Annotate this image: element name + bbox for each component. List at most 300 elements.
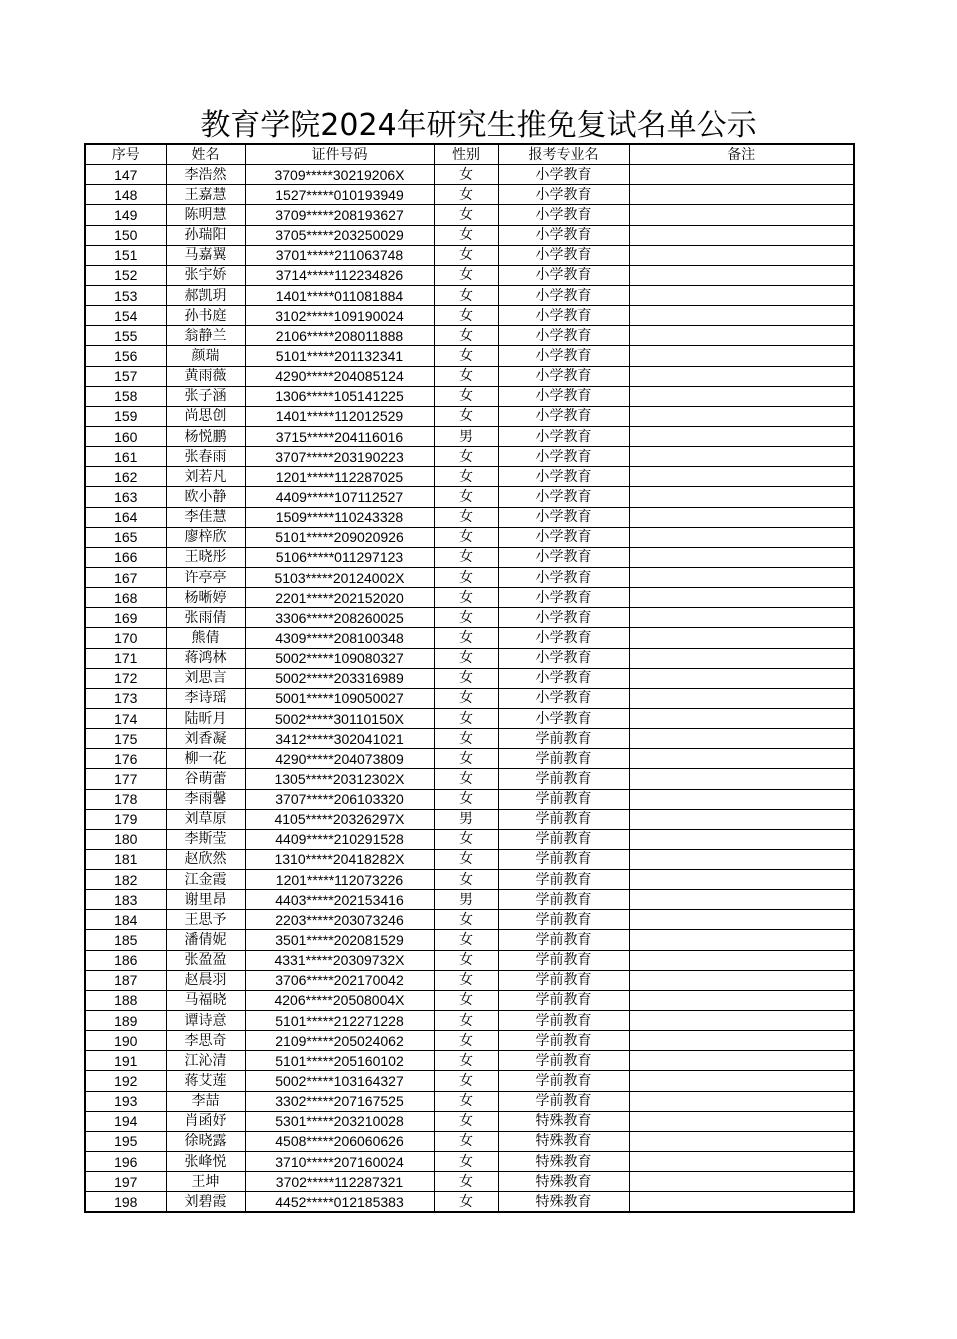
cell-remarks xyxy=(629,185,854,205)
cell-remarks xyxy=(629,366,854,386)
cell-gender: 女 xyxy=(434,406,498,426)
cell-id-number: 3306*****208260025 xyxy=(245,608,434,628)
cell-seq: 152 xyxy=(85,265,166,285)
cell-major: 小学教育 xyxy=(498,426,629,446)
cell-name: 张盈盈 xyxy=(166,950,245,970)
cell-id-number: 3707*****203190223 xyxy=(245,447,434,467)
cell-id-number: 3501*****202081529 xyxy=(245,930,434,950)
cell-remarks xyxy=(629,769,854,789)
table-row xyxy=(85,467,854,487)
cell-gender: 女 xyxy=(434,729,498,749)
cell-id-number: 4331*****20309732X xyxy=(245,950,434,970)
cell-remarks xyxy=(629,849,854,869)
cell-seq: 154 xyxy=(85,306,166,326)
cell-major: 小学教育 xyxy=(498,185,629,205)
cell-name: 李诗瑶 xyxy=(166,688,245,708)
cell-major: 学前教育 xyxy=(498,1051,629,1071)
cell-name: 柳一花 xyxy=(166,749,245,769)
cell-gender: 女 xyxy=(434,628,498,648)
cell-name: 郝凯玥 xyxy=(166,285,245,305)
table-row xyxy=(85,426,854,446)
table-row xyxy=(85,729,854,749)
cell-gender: 女 xyxy=(434,225,498,245)
table-row xyxy=(85,930,854,950)
cell-remarks xyxy=(629,809,854,829)
cell-major: 小学教育 xyxy=(498,205,629,225)
table-row xyxy=(85,1051,854,1071)
cell-remarks xyxy=(629,1192,854,1213)
cell-name: 王嘉慧 xyxy=(166,185,245,205)
cell-name: 谢里昂 xyxy=(166,890,245,910)
cell-major: 学前教育 xyxy=(498,1071,629,1091)
cell-remarks xyxy=(629,426,854,446)
cell-major: 小学教育 xyxy=(498,245,629,265)
cell-gender: 女 xyxy=(434,1111,498,1131)
cell-id-number: 4290*****204073809 xyxy=(245,749,434,769)
cell-remarks xyxy=(629,527,854,547)
cell-gender: 女 xyxy=(434,205,498,225)
cell-id-number: 1509*****110243328 xyxy=(245,507,434,527)
cell-gender: 女 xyxy=(434,1172,498,1192)
cell-major: 小学教育 xyxy=(498,648,629,668)
cell-major: 学前教育 xyxy=(498,729,629,749)
table-row xyxy=(85,547,854,567)
cell-name: 蒋艾莲 xyxy=(166,1071,245,1091)
cell-major: 学前教育 xyxy=(498,769,629,789)
cell-remarks xyxy=(629,406,854,426)
cell-gender: 女 xyxy=(434,829,498,849)
cell-name: 刘若凡 xyxy=(166,467,245,487)
cell-remarks xyxy=(629,668,854,688)
cell-id-number: 4105*****20326297X xyxy=(245,809,434,829)
cell-name: 刘碧霞 xyxy=(166,1192,245,1213)
table-row xyxy=(85,326,854,346)
cell-seq: 186 xyxy=(85,950,166,970)
table-row xyxy=(85,1172,854,1192)
cell-name: 尚思创 xyxy=(166,406,245,426)
table-row xyxy=(85,870,854,890)
cell-id-number: 3302*****207167525 xyxy=(245,1091,434,1111)
cell-name: 谭诗意 xyxy=(166,1011,245,1031)
cell-name: 马嘉翼 xyxy=(166,245,245,265)
cell-gender: 女 xyxy=(434,588,498,608)
cell-seq: 196 xyxy=(85,1152,166,1172)
cell-major: 特殊教育 xyxy=(498,1152,629,1172)
cell-name: 欧小静 xyxy=(166,487,245,507)
cell-gender: 女 xyxy=(434,547,498,567)
cell-remarks xyxy=(629,1152,854,1172)
table-row xyxy=(85,648,854,668)
cell-gender: 女 xyxy=(434,950,498,970)
cell-name: 李雨馨 xyxy=(166,789,245,809)
cell-major: 小学教育 xyxy=(498,306,629,326)
table-row xyxy=(85,346,854,366)
cell-major: 学前教育 xyxy=(498,829,629,849)
cell-id-number: 3714*****112234826 xyxy=(245,265,434,285)
table-row xyxy=(85,1011,854,1031)
cell-remarks xyxy=(629,265,854,285)
cell-major: 小学教育 xyxy=(498,708,629,728)
cell-major: 小学教育 xyxy=(498,447,629,467)
cell-remarks xyxy=(629,910,854,930)
table-header xyxy=(85,144,854,165)
cell-seq: 165 xyxy=(85,527,166,547)
cell-name: 李喆 xyxy=(166,1091,245,1111)
cell-name: 王坤 xyxy=(166,1172,245,1192)
cell-name: 翁静兰 xyxy=(166,326,245,346)
cell-major: 小学教育 xyxy=(498,487,629,507)
cell-id-number: 3707*****206103320 xyxy=(245,789,434,809)
cell-id-number: 3102*****109190024 xyxy=(245,306,434,326)
cell-id-number: 5101*****209020926 xyxy=(245,527,434,547)
cell-id-number: 4508*****206060626 xyxy=(245,1131,434,1151)
cell-gender: 女 xyxy=(434,749,498,769)
table-row xyxy=(85,406,854,426)
cell-gender: 女 xyxy=(434,1091,498,1111)
cell-name: 廖梓欣 xyxy=(166,527,245,547)
table-row xyxy=(85,910,854,930)
cell-name: 李浩然 xyxy=(166,165,245,185)
cell-gender: 女 xyxy=(434,346,498,366)
cell-remarks xyxy=(629,1011,854,1031)
cell-seq: 181 xyxy=(85,849,166,869)
header-gender: 性别 xyxy=(434,144,498,165)
cell-seq: 183 xyxy=(85,890,166,910)
cell-id-number: 3412*****302041021 xyxy=(245,729,434,749)
cell-major: 特殊教育 xyxy=(498,1172,629,1192)
cell-gender: 女 xyxy=(434,1011,498,1031)
cell-remarks xyxy=(629,467,854,487)
cell-name: 王思予 xyxy=(166,910,245,930)
cell-remarks xyxy=(629,890,854,910)
cell-seq: 168 xyxy=(85,588,166,608)
cell-id-number: 3701*****211063748 xyxy=(245,245,434,265)
cell-name: 许亭亭 xyxy=(166,567,245,587)
cell-major: 小学教育 xyxy=(498,527,629,547)
cell-gender: 女 xyxy=(434,185,498,205)
table-row xyxy=(85,990,854,1010)
cell-seq: 172 xyxy=(85,668,166,688)
cell-id-number: 3706*****202170042 xyxy=(245,970,434,990)
cell-gender: 女 xyxy=(434,930,498,950)
cell-major: 小学教育 xyxy=(498,366,629,386)
header-major: 报考专业名 xyxy=(498,144,629,165)
cell-gender: 女 xyxy=(434,306,498,326)
cell-major: 学前教育 xyxy=(498,910,629,930)
table-row xyxy=(85,849,854,869)
cell-id-number: 4309*****208100348 xyxy=(245,628,434,648)
cell-seq: 194 xyxy=(85,1111,166,1131)
header-remarks: 备注 xyxy=(629,144,854,165)
cell-gender: 女 xyxy=(434,386,498,406)
cell-id-number: 5101*****201132341 xyxy=(245,346,434,366)
table-row xyxy=(85,366,854,386)
cell-name: 张雨倩 xyxy=(166,608,245,628)
cell-gender: 女 xyxy=(434,608,498,628)
cell-id-number: 5002*****109080327 xyxy=(245,648,434,668)
cell-seq: 166 xyxy=(85,547,166,567)
cell-gender: 女 xyxy=(434,1051,498,1071)
cell-major: 特殊教育 xyxy=(498,1111,629,1131)
cell-name: 杨晰婷 xyxy=(166,588,245,608)
cell-seq: 158 xyxy=(85,386,166,406)
cell-gender: 女 xyxy=(434,769,498,789)
cell-seq: 191 xyxy=(85,1051,166,1071)
cell-seq: 188 xyxy=(85,990,166,1010)
table-row xyxy=(85,1071,854,1091)
table-row xyxy=(85,527,854,547)
cell-major: 学前教育 xyxy=(498,1011,629,1031)
cell-seq: 192 xyxy=(85,1071,166,1091)
cell-seq: 159 xyxy=(85,406,166,426)
cell-remarks xyxy=(629,930,854,950)
cell-id-number: 2106*****208011888 xyxy=(245,326,434,346)
cell-id-number: 5002*****103164327 xyxy=(245,1071,434,1091)
cell-major: 学前教育 xyxy=(498,789,629,809)
cell-remarks xyxy=(629,386,854,406)
cell-id-number: 1201*****112287025 xyxy=(245,467,434,487)
cell-name: 孙瑞阳 xyxy=(166,225,245,245)
cell-gender: 男 xyxy=(434,809,498,829)
cell-gender: 女 xyxy=(434,567,498,587)
cell-gender: 女 xyxy=(434,1192,498,1213)
cell-major: 学前教育 xyxy=(498,849,629,869)
table-row xyxy=(85,708,854,728)
cell-gender: 女 xyxy=(434,849,498,869)
cell-major: 学前教育 xyxy=(498,1091,629,1111)
cell-name: 李斯莹 xyxy=(166,829,245,849)
cell-name: 江沁清 xyxy=(166,1051,245,1071)
cell-id-number: 4206*****20508004X xyxy=(245,990,434,1010)
cell-id-number: 3702*****112287321 xyxy=(245,1172,434,1192)
cell-id-number: 1527*****010193949 xyxy=(245,185,434,205)
cell-id-number: 4403*****202153416 xyxy=(245,890,434,910)
cell-id-number: 2203*****203073246 xyxy=(245,910,434,930)
cell-major: 小学教育 xyxy=(498,467,629,487)
cell-gender: 女 xyxy=(434,648,498,668)
cell-remarks xyxy=(629,950,854,970)
cell-name: 李思奇 xyxy=(166,1031,245,1051)
table-row xyxy=(85,769,854,789)
table-row xyxy=(85,608,854,628)
table-row xyxy=(85,628,854,648)
cell-seq: 148 xyxy=(85,185,166,205)
cell-remarks xyxy=(629,749,854,769)
cell-remarks xyxy=(629,447,854,467)
cell-major: 学前教育 xyxy=(498,749,629,769)
cell-id-number: 5002*****203316989 xyxy=(245,668,434,688)
cell-remarks xyxy=(629,346,854,366)
table-row xyxy=(85,245,854,265)
cell-name: 陈明慧 xyxy=(166,205,245,225)
cell-gender: 女 xyxy=(434,245,498,265)
cell-name: 颜瑞 xyxy=(166,346,245,366)
cell-id-number: 1306*****105141225 xyxy=(245,386,434,406)
table-row xyxy=(85,205,854,225)
cell-major: 小学教育 xyxy=(498,608,629,628)
cell-name: 张峰悦 xyxy=(166,1152,245,1172)
header-id-number: 证件号码 xyxy=(245,144,434,165)
cell-seq: 198 xyxy=(85,1192,166,1213)
cell-seq: 157 xyxy=(85,366,166,386)
cell-id-number: 3715*****204116016 xyxy=(245,426,434,446)
cell-seq: 178 xyxy=(85,789,166,809)
cell-remarks xyxy=(629,870,854,890)
cell-gender: 女 xyxy=(434,789,498,809)
header-name: 姓名 xyxy=(166,144,245,165)
cell-name: 蒋鸿林 xyxy=(166,648,245,668)
cell-id-number: 3709*****30219206X xyxy=(245,165,434,185)
cell-name: 张子涵 xyxy=(166,386,245,406)
cell-major: 小学教育 xyxy=(498,285,629,305)
table-row xyxy=(85,789,854,809)
cell-gender: 女 xyxy=(434,1071,498,1091)
cell-remarks xyxy=(629,165,854,185)
cell-seq: 162 xyxy=(85,467,166,487)
cell-remarks xyxy=(629,1051,854,1071)
cell-id-number: 2109*****205024062 xyxy=(245,1031,434,1051)
cell-major: 小学教育 xyxy=(498,588,629,608)
cell-seq: 171 xyxy=(85,648,166,668)
table-row xyxy=(85,1091,854,1111)
cell-remarks xyxy=(629,1111,854,1131)
cell-name: 王晓彤 xyxy=(166,547,245,567)
cell-name: 马福晓 xyxy=(166,990,245,1010)
cell-seq: 170 xyxy=(85,628,166,648)
cell-seq: 185 xyxy=(85,930,166,950)
cell-remarks xyxy=(629,306,854,326)
cell-id-number: 4409*****107112527 xyxy=(245,487,434,507)
cell-major: 小学教育 xyxy=(498,628,629,648)
cell-major: 小学教育 xyxy=(498,326,629,346)
cell-name: 赵欣然 xyxy=(166,849,245,869)
cell-id-number: 5101*****205160102 xyxy=(245,1051,434,1071)
cell-gender: 女 xyxy=(434,668,498,688)
cell-name: 黄雨薇 xyxy=(166,366,245,386)
cell-name: 孙书庭 xyxy=(166,306,245,326)
cell-remarks xyxy=(629,829,854,849)
cell-id-number: 5103*****20124002X xyxy=(245,567,434,587)
cell-id-number: 4452*****012185383 xyxy=(245,1192,434,1213)
cell-major: 学前教育 xyxy=(498,1031,629,1051)
cell-seq: 184 xyxy=(85,910,166,930)
header-row xyxy=(85,144,854,165)
cell-id-number: 5106*****011297123 xyxy=(245,547,434,567)
cell-remarks xyxy=(629,547,854,567)
cell-major: 小学教育 xyxy=(498,507,629,527)
table-row xyxy=(85,447,854,467)
cell-id-number: 5101*****212271228 xyxy=(245,1011,434,1031)
cell-remarks xyxy=(629,990,854,1010)
table-row xyxy=(85,185,854,205)
cell-gender: 女 xyxy=(434,990,498,1010)
cell-remarks xyxy=(629,1131,854,1151)
cell-id-number: 5001*****109050027 xyxy=(245,688,434,708)
cell-id-number: 2201*****202152020 xyxy=(245,588,434,608)
cell-gender: 女 xyxy=(434,1152,498,1172)
cell-name: 江金霞 xyxy=(166,870,245,890)
cell-gender: 女 xyxy=(434,326,498,346)
cell-id-number: 1305*****20312302X xyxy=(245,769,434,789)
cell-major: 学前教育 xyxy=(498,970,629,990)
cell-major: 小学教育 xyxy=(498,225,629,245)
cell-id-number: 5301*****203210028 xyxy=(245,1111,434,1131)
table-row xyxy=(85,165,854,185)
cell-remarks xyxy=(629,1031,854,1051)
table-row xyxy=(85,265,854,285)
table-row xyxy=(85,950,854,970)
cell-major: 小学教育 xyxy=(498,668,629,688)
cell-seq: 169 xyxy=(85,608,166,628)
cell-remarks xyxy=(629,285,854,305)
cell-id-number: 1401*****011081884 xyxy=(245,285,434,305)
cell-seq: 153 xyxy=(85,285,166,305)
cell-name: 赵晨羽 xyxy=(166,970,245,990)
cell-name: 谷萌蕾 xyxy=(166,769,245,789)
cell-remarks xyxy=(629,1071,854,1091)
cell-id-number: 3710*****207160024 xyxy=(245,1152,434,1172)
page-title: 教育学院2024年研究生推免复试名单公示 xyxy=(200,108,757,143)
cell-seq: 150 xyxy=(85,225,166,245)
cell-remarks xyxy=(629,789,854,809)
cell-seq: 189 xyxy=(85,1011,166,1031)
cell-remarks xyxy=(629,588,854,608)
cell-seq: 193 xyxy=(85,1091,166,1111)
cell-gender: 女 xyxy=(434,527,498,547)
table-row xyxy=(85,1111,854,1131)
cell-remarks xyxy=(629,326,854,346)
cell-seq: 175 xyxy=(85,729,166,749)
cell-name: 刘草原 xyxy=(166,809,245,829)
table-row xyxy=(85,668,854,688)
cell-seq: 190 xyxy=(85,1031,166,1051)
cell-name: 陆昕月 xyxy=(166,708,245,728)
cell-remarks xyxy=(629,708,854,728)
cell-major: 特殊教育 xyxy=(498,1131,629,1151)
table-row xyxy=(85,588,854,608)
table-row xyxy=(85,1031,854,1051)
table-row xyxy=(85,1131,854,1151)
cell-major: 学前教育 xyxy=(498,870,629,890)
cell-gender: 女 xyxy=(434,708,498,728)
cell-remarks xyxy=(629,507,854,527)
cell-seq: 164 xyxy=(85,507,166,527)
cell-seq: 182 xyxy=(85,870,166,890)
cell-name: 潘倩妮 xyxy=(166,930,245,950)
cell-seq: 177 xyxy=(85,769,166,789)
cell-remarks xyxy=(629,225,854,245)
cell-remarks xyxy=(629,729,854,749)
cell-id-number: 4290*****204085124 xyxy=(245,366,434,386)
table-row xyxy=(85,225,854,245)
cell-id-number: 4409*****210291528 xyxy=(245,829,434,849)
cell-seq: 155 xyxy=(85,326,166,346)
cell-gender: 女 xyxy=(434,688,498,708)
cell-major: 小学教育 xyxy=(498,567,629,587)
cell-major: 学前教育 xyxy=(498,890,629,910)
cell-major: 小学教育 xyxy=(498,688,629,708)
cell-name: 张宇娇 xyxy=(166,265,245,285)
cell-gender: 女 xyxy=(434,1031,498,1051)
cell-id-number: 1401*****112012529 xyxy=(245,406,434,426)
cell-id-number: 5002*****30110150X xyxy=(245,708,434,728)
table-row xyxy=(85,809,854,829)
cell-seq: 174 xyxy=(85,708,166,728)
cell-remarks xyxy=(629,628,854,648)
cell-major: 学前教育 xyxy=(498,930,629,950)
cell-seq: 197 xyxy=(85,1172,166,1192)
table-row xyxy=(85,688,854,708)
